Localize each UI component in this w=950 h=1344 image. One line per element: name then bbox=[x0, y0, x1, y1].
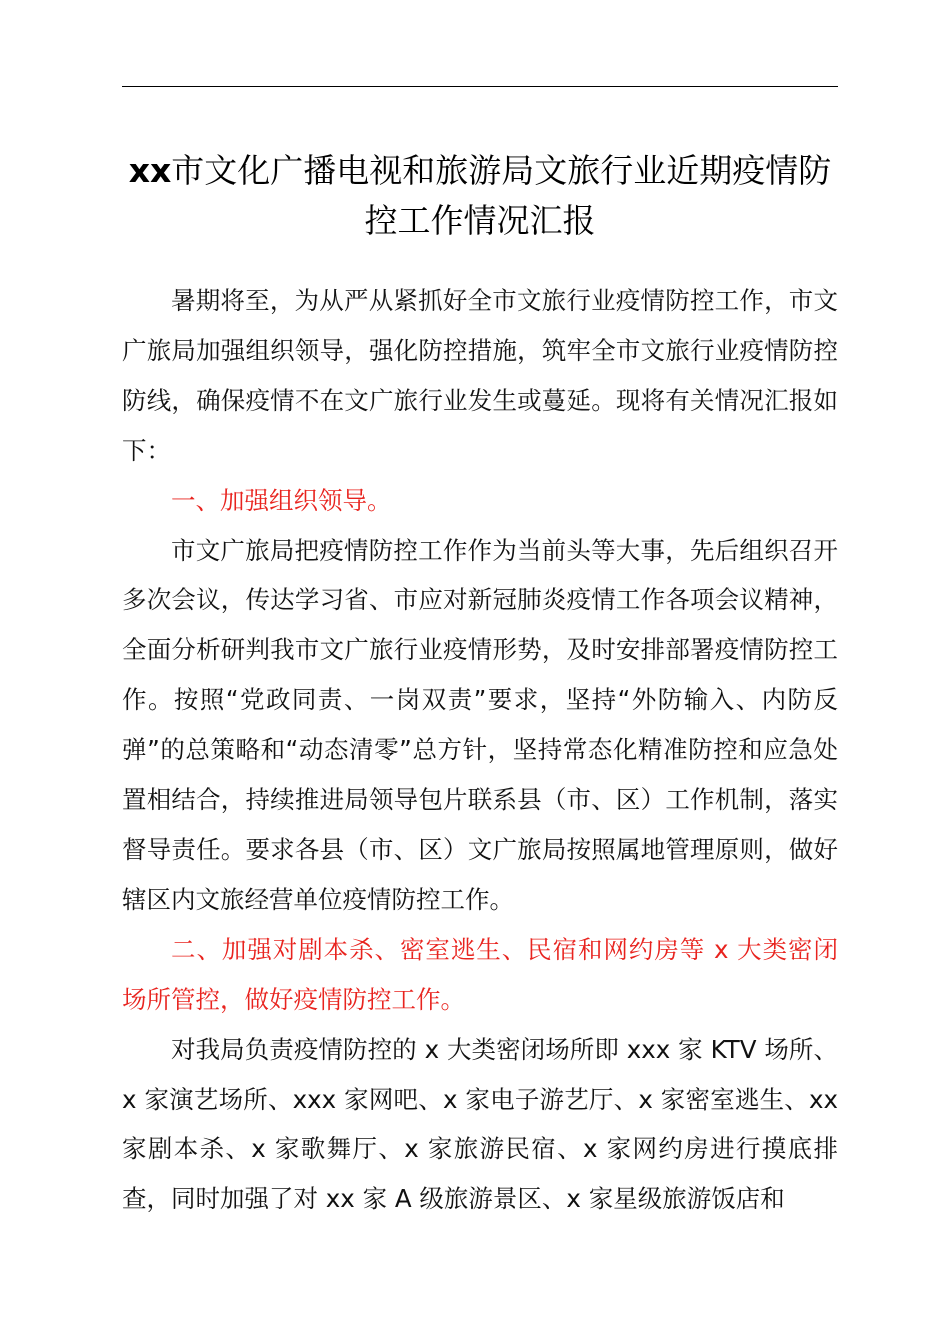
section-heading-2: 二、加强对剧本杀、密室逃生、民宿和网约房等 x 大类密闭场所管控，做好疫情防控工作。 bbox=[122, 934, 838, 1014]
document-body bbox=[122, 276, 838, 1224]
paragraph-intro: 暑期将至，为从严从紧抓好全市文旅行业疫情防控工作，市文广旅局加强组织领导，强化防控措施，筑牢全市文旅行业疫情防控防线，确保疫情不在文广旅行业发生或蔓延。现将有关情况汇报如下： bbox=[122, 286, 838, 465]
paragraph-section-2: 对我局负责疫情防控的 x 大类密闭场所即 xxx 家 KTV 场所、x 家演艺场所、xxx 家网吧、x 家电子游艺厅、x 家密室逃生、xx 家剧本杀、x 家歌舞厅、x 家旅游民宿、x 家网约房进行摸底排查，同时加强了对 xx 家 A 级旅游景区、x 家星级旅游饭店和 bbox=[122, 1034, 838, 1214]
document-title bbox=[122, 146, 838, 246]
title-lead: xx bbox=[128, 151, 172, 190]
paragraph-section-1: 市文广旅局把疫情防控工作作为当前头等大事，先后组织召开多次会议，传达学习省、市应对新冠肺炎疫情工作各项会议精神，全面分析研判我市文广旅行业疫情形势，及时安排部署疫情防控工作。按照“党政同责、一岗双责”要求，坚持“外防输入、内防反弹”的总策略和“动态清零”总方针，坚持常态化精准防控和应急处置相结合，持续推进局领导包片联系县（市、区）工作机制，落实督导责任。要求各县（市、区）文广旅局按照属地管理原则，做好辖区内文旅经营单位疫情防控工作。 bbox=[122, 535, 838, 914]
section-heading-1: 一、加强组织领导。 bbox=[171, 485, 392, 515]
title-rest: 市文化广播电视和旅游局文旅行业近期疫情防控工作情况汇报 bbox=[171, 151, 832, 240]
top-divider bbox=[122, 86, 838, 87]
